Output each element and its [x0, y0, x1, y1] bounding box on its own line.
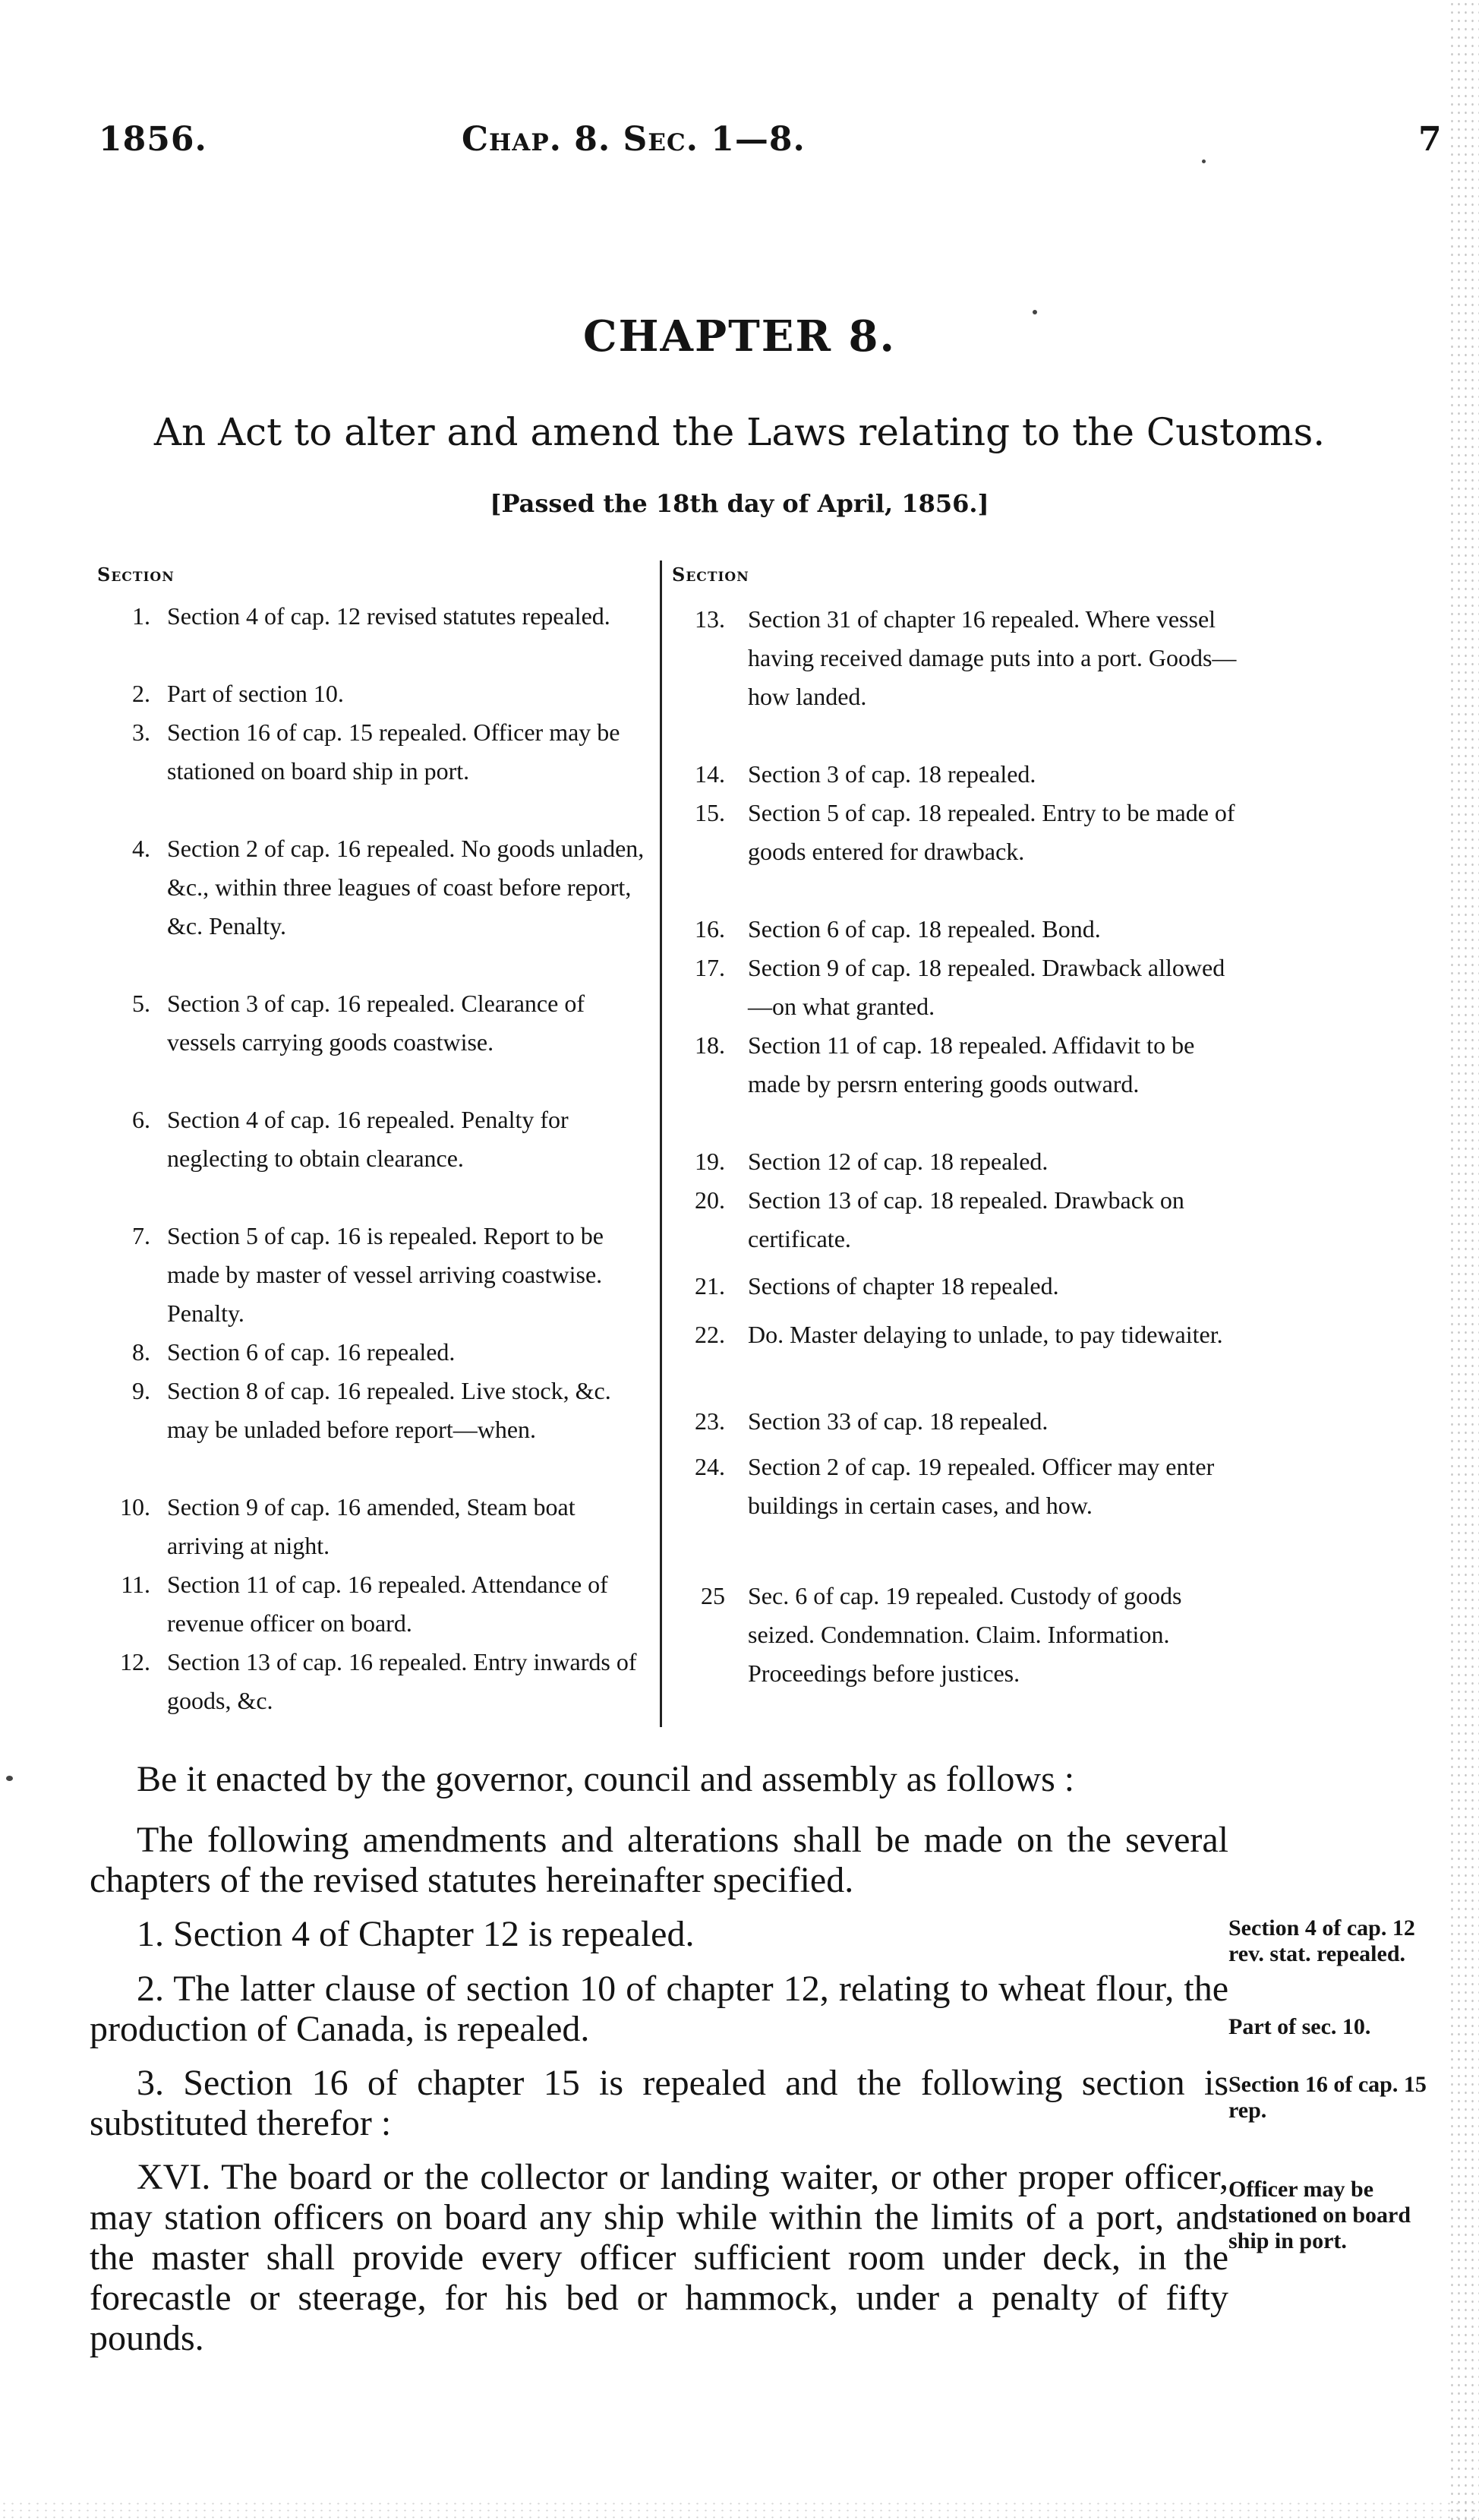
toc-item-number: 17.: [695, 954, 725, 981]
ink-speck: [6, 1776, 13, 1781]
toc-item-text: Section 3 of cap. 18 repealed.: [748, 760, 1036, 788]
toc-item-number: 5.: [132, 990, 150, 1017]
ink-speck: [1202, 159, 1206, 163]
toc-item-text: Section 13 of cap. 18 repealed. Drawback on certificate.: [748, 1186, 1184, 1252]
intro-paragraph: The following amendments and alterations shall be made on the several chapters of the revised statutes hereinafter specified.: [90, 1820, 1228, 1900]
toc-item-number: 19.: [695, 1148, 725, 1175]
toc-right-heading: Section: [672, 564, 749, 586]
toc-item-number: 4.: [132, 835, 150, 862]
toc-item-number: 2.: [132, 680, 150, 707]
toc-item-text: Section 5 of cap. 16 is repealed. Report to be made by master of vessel arriving coastwise. Penalty.: [167, 1222, 604, 1327]
toc-item-number: 8.: [132, 1338, 150, 1366]
section-2-paragraph: 2. The latter clause of section 10 of chapter 12, relating to wheat flour, the production of Canada, is repealed.: [90, 1969, 1228, 2049]
toc-item-text: Section 6 of cap. 16 repealed.: [167, 1338, 456, 1366]
toc-item-text: Section 2 of cap. 19 repealed. Officer may enter buildings in certain cases, and how.: [748, 1453, 1215, 1519]
page-number: 7: [1418, 120, 1443, 159]
section-xvi-paragraph: XVI. The board or the collector or landing waiter, or other proper officer, may station officers on board any ship while within the limits of a port, and the master shall provide every officer sufficient room under deck, in the forecastle or steerage, for his bed or hammock, under a penalty of fifty pounds.: [90, 2157, 1228, 2358]
toc-item-text: Do. Master delaying to unlade, to pay tidewaiter.: [748, 1321, 1223, 1348]
toc-item-number: 22.: [695, 1321, 725, 1348]
margin-note: Part of sec. 10.: [1228, 2014, 1371, 2039]
toc-item-text: Section 6 of cap. 18 repealed. Bond.: [748, 915, 1101, 943]
margin-note: Officer may be stationed on board ship in port.: [1228, 2177, 1411, 2253]
toc-item-number: 12.: [120, 1648, 150, 1675]
passed-date: [Passed the 18th day of April, 1856.]: [490, 489, 989, 518]
toc-item-number: 15.: [695, 799, 725, 826]
toc-item-text: Sections of chapter 18 repealed.: [748, 1272, 1059, 1299]
toc-item-text: Section 5 of cap. 18 repealed. Entry to be made of goods entered for drawback.: [748, 799, 1235, 865]
toc-item-text: Section 16 of cap. 15 repealed. Officer may be stationed on board ship in port.: [167, 718, 620, 785]
section-1-paragraph: 1. Section 4 of Chapter 12 is repealed.: [137, 1914, 695, 1954]
scan-edge-noise: [1449, 0, 1479, 2520]
toc-item-text: Section 31 of chapter 16 repealed. Where vessel having received damage puts into a port. Goods—how landed.: [748, 605, 1237, 710]
toc-item-number: 9.: [132, 1377, 150, 1404]
toc-item-number: 1.: [132, 602, 150, 630]
toc-item-text: Section 9 of cap. 18 repealed. Drawback allowed—on what granted.: [748, 954, 1225, 1020]
toc-item-number: 13.: [695, 605, 725, 633]
enacting-clause: Be it enacted by the governor, council and assembly as follows :: [137, 1759, 1075, 1799]
toc-item-text: Section 2 of cap. 16 repealed. No goods unladen, &c., within three leagues of coast before report, &c. Penalty.: [167, 835, 645, 939]
toc-item-text: Section 8 of cap. 16 repealed. Live stock, &c. may be unladed before report—when.: [167, 1377, 611, 1443]
header-chapter-ref: Chap. 8. Sec. 1—8.: [462, 120, 806, 159]
scan-bottom-noise: [0, 2500, 1479, 2520]
toc-item-number: 21.: [695, 1272, 725, 1299]
toc-item-text: Sec. 6 of cap. 19 repealed. Custody of goods seized. Condemnation. Claim. Information. Proceedings before justices.: [748, 1582, 1182, 1687]
toc-item-text: Section 9 of cap. 16 amended, Steam boat arriving at night.: [167, 1493, 576, 1559]
column-divider: [660, 561, 662, 1727]
toc-item-text: Section 11 of cap. 18 repealed. Affidavit to be made by persrn entering goods outward.: [748, 1031, 1195, 1097]
toc-item-text: Section 33 of cap. 18 repealed.: [748, 1407, 1049, 1435]
toc-item-number: 10.: [120, 1493, 150, 1521]
toc-item-number: 16.: [695, 915, 725, 943]
toc-item-number: 14.: [695, 760, 725, 788]
toc-item-text: Section 13 of cap. 16 repealed. Entry inwards of goods, &c.: [167, 1648, 637, 1714]
margin-note: Section 16 of cap. 15 rep.: [1228, 2072, 1427, 2123]
toc-item-number: 7.: [132, 1222, 150, 1249]
section-3-paragraph: 3. Section 16 of chapter 15 is repealed and the following section is substituted therefor :: [90, 2063, 1228, 2143]
toc-item-number: 6.: [132, 1106, 150, 1133]
toc-item-number: 3.: [132, 718, 150, 746]
act-subtitle: An Act to alter and amend the Laws relating to the Customs.: [153, 410, 1326, 454]
chapter-title: CHAPTER 8.: [583, 311, 896, 362]
toc-item-text: Section 4 of cap. 12 revised statutes repealed.: [167, 602, 610, 630]
toc-item-text: Part of section 10.: [167, 680, 344, 707]
toc-item-number: 23.: [695, 1407, 725, 1435]
header-year: 1856.: [99, 120, 207, 159]
toc-item-text: Section 12 of cap. 18 repealed.: [748, 1148, 1049, 1175]
toc-item-text: Section 11 of cap. 16 repealed. Attendance of revenue officer on board.: [167, 1571, 608, 1637]
toc-item-number: 11.: [121, 1571, 150, 1598]
toc-item-text: Section 3 of cap. 16 repealed. Clearance of vessels carrying goods coastwise.: [167, 990, 585, 1056]
margin-note: Section 4 of cap. 12 rev. stat. repealed.: [1228, 1915, 1415, 1966]
toc-left-heading: Section: [97, 564, 175, 586]
toc-item-number: 24.: [695, 1453, 725, 1480]
toc-item-number: 25: [701, 1582, 725, 1609]
toc-item-number: 20.: [695, 1186, 725, 1214]
toc-item-number: 18.: [695, 1031, 725, 1059]
toc-item-text: Section 4 of cap. 16 repealed. Penalty for neglecting to obtain clearance.: [167, 1106, 569, 1172]
